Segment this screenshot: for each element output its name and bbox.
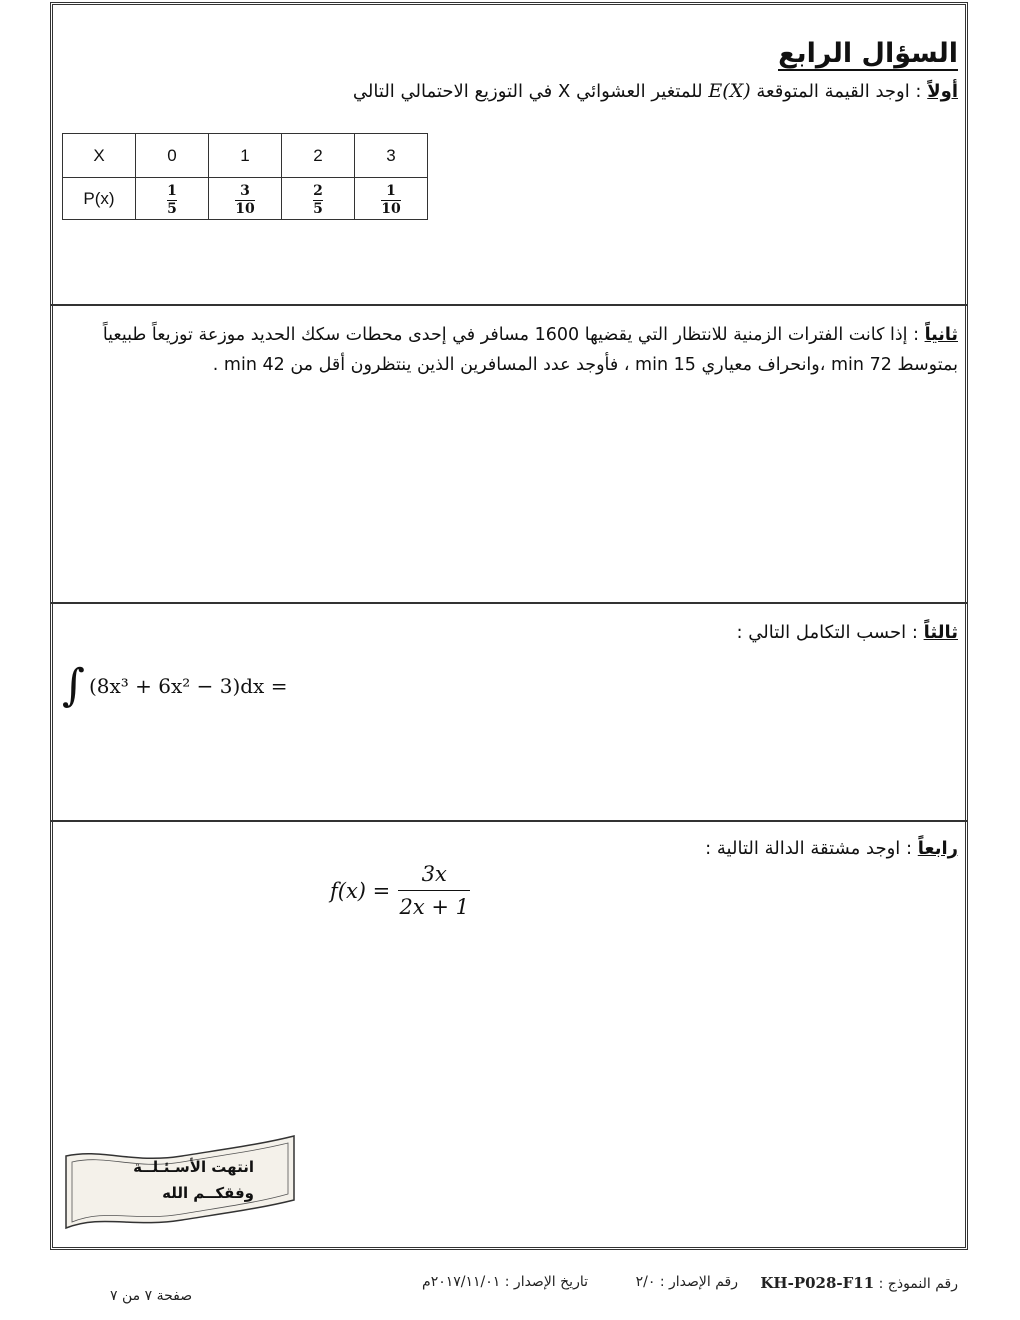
numerator: 3x bbox=[421, 862, 447, 886]
fraction: $\frac{1}{10}$ bbox=[381, 183, 401, 217]
closing-line2: وفقكــم الله bbox=[162, 1184, 254, 1202]
integral-expression bbox=[62, 660, 288, 711]
function-fraction bbox=[398, 862, 470, 919]
integrand: (8x³ + 6x² − 3)dx = bbox=[88, 674, 288, 698]
part1-text-after: للمتغير العشوائي X في التوزيع الاحتمالي التالي bbox=[352, 81, 709, 102]
part3-label: ثالثاً bbox=[923, 622, 958, 643]
footer-version: رقم الإصدار : ٢/٠ bbox=[635, 1274, 738, 1290]
section-divider bbox=[50, 602, 968, 604]
part2-line2: بمتوسط 72 min ،وانحراف معياري 15 min ، فأوجد عدد المسافرين الذين ينتظرون أقل من 42 min . bbox=[212, 355, 958, 375]
footer-date: تاريخ الإصدار : ٢٠١٧/١١/٠١م bbox=[422, 1274, 588, 1290]
p-header-cell: P(x) bbox=[63, 178, 136, 220]
part1-label: أولاً bbox=[927, 81, 958, 102]
fraction: $\frac{2}{5}$ bbox=[313, 183, 323, 217]
scroll-shape bbox=[62, 1134, 298, 1232]
p-value-cell bbox=[136, 178, 209, 220]
x-value-cell: 0 bbox=[136, 134, 209, 178]
probability-table bbox=[62, 133, 428, 220]
x-value-cell: 3 bbox=[355, 134, 428, 178]
section-divider bbox=[50, 820, 968, 822]
section-divider bbox=[50, 304, 968, 306]
part4-label: رابعاً bbox=[917, 838, 958, 859]
p-value-cell bbox=[282, 178, 355, 220]
part3-statement: ثالثاً : احسب التكامل التالي : bbox=[736, 622, 958, 643]
expected-value-symbol: E(X) bbox=[708, 80, 751, 102]
function-expression bbox=[330, 862, 470, 919]
function-lhs: f(x) = bbox=[330, 878, 391, 903]
question-title: السؤال الرابع bbox=[778, 38, 958, 69]
form-code: KH-P028-F11 bbox=[760, 1274, 875, 1292]
part4-statement: رابعاً : اوجد مشتقة الدالة التالية : bbox=[705, 838, 958, 859]
x-header-cell: X bbox=[63, 134, 136, 178]
x-value-cell: 1 bbox=[209, 134, 282, 178]
page-number: صفحة ٧ من ٧ bbox=[110, 1288, 193, 1304]
fraction: $\frac{3}{10}$ bbox=[235, 183, 255, 217]
integral-sign: ∫ bbox=[62, 660, 85, 711]
closing-line1: انتهت الأسـئـلــة bbox=[133, 1158, 254, 1176]
fraction: $\frac{1}{5}$ bbox=[167, 183, 177, 217]
x-value-cell: 2 bbox=[282, 134, 355, 178]
part2-line1: ثانياً : إذا كانت الفترات الزمنية للانتظار التي يقضيها 1600 مسافر في إحدى محطات سكك الحديد موزعة توزيعاً طبيعياً bbox=[102, 325, 958, 345]
part1-statement bbox=[353, 80, 958, 102]
table-row-p bbox=[63, 178, 428, 220]
footer-form: رقم النموذج : KH-P028-F11 bbox=[760, 1274, 958, 1292]
denominator: 2x + 1 bbox=[399, 895, 470, 919]
p-value-cell bbox=[209, 178, 282, 220]
closing-banner bbox=[62, 1134, 298, 1232]
p-value-cell bbox=[355, 178, 428, 220]
part2-label: ثانياً bbox=[924, 325, 958, 345]
table-row-x bbox=[63, 134, 428, 178]
part1-text-before: : اوجد القيمة المتوقعة bbox=[750, 81, 928, 102]
